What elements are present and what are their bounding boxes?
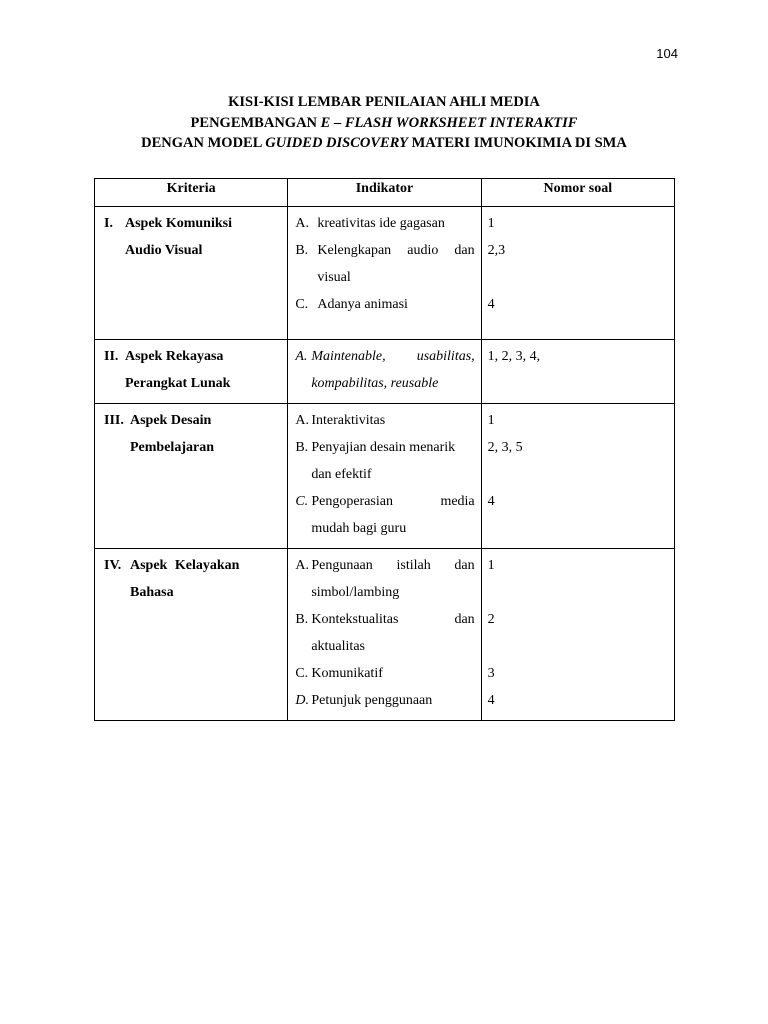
nomor-value: 2, 3, 5 [487,440,523,455]
item-text-cont: aktualitas [311,639,365,654]
item-letter: A. [295,216,309,231]
item-text-cont: visual [317,270,351,285]
item-letter: C. [295,494,309,509]
item-letter: C. [295,666,309,681]
item-text: Maintenable, usabilitas, [311,349,475,364]
kriteria-text-cont: Perangkat Lunak [125,376,231,391]
nomor-value: 3 [487,666,495,681]
item-text: Komunikatif [311,666,383,681]
item-text: Pengunaan istilah dan [311,558,475,573]
item-text-cont: simbol/lambing [311,585,400,600]
kriteria-roman: I. [104,216,113,231]
title-line-2 [60,113,708,134]
nomor-value: 2 [487,612,495,627]
item-text: Kontekstualitas dan [311,612,475,627]
kriteria-cell [95,207,288,340]
indikator-cell [288,404,481,549]
item-letter: B. [295,612,309,627]
title-line-2-italic: E – FLASH WORKSHEET INTERAKTIF [320,114,578,131]
item-text: Interaktivitas [311,413,386,428]
nomor-cell [481,340,674,404]
nomor-value: 1 [487,558,495,573]
item-letter: A. [295,413,309,428]
nomor-value: 4 [487,494,495,509]
header-nomor-soal: Nomor soal [481,179,674,207]
table-row [95,340,675,404]
item-text-cont: dan efektif [311,467,372,482]
title-line-1: KISI-KISI LEMBAR PENILAIAN AHLI MEDIA [228,94,540,110]
nomor-cell [481,549,674,721]
table-row [95,549,675,721]
header-kriteria: Kriteria [95,179,288,207]
kriteria-cell [95,340,288,404]
item-text: Pengoperasian media [311,494,475,509]
table-row [95,404,675,549]
nomor-cell [481,207,674,340]
indikator-cell [288,549,481,721]
title-line-3-italic: GUIDED DISCOVERY [265,135,408,151]
item-text: Petunjuk penggunaan [311,693,433,708]
header-indikator: Indikator [288,179,481,207]
kriteria-text-cont: Pembelajaran [130,440,214,455]
title-line-3-prefix: DENGAN MODEL [141,135,266,151]
indikator-cell [288,207,481,340]
page-number: 104 [656,46,678,61]
kriteria-roman: IV. [104,558,122,573]
nomor-cell [481,404,674,549]
item-letter: B. [295,440,309,455]
kriteria-cell [95,404,288,549]
kriteria-text: Aspek Rekayasa [125,349,224,364]
item-text: Adanya animasi [317,297,408,312]
nomor-value: 1 [487,413,495,428]
kriteria-cell [95,549,288,721]
kisi-kisi-table [94,178,675,721]
kriteria-text: Aspek Kelayakan [130,558,240,573]
item-text-cont: kompabilitas, reusable [311,376,439,391]
item-text: kreativitas ide gagasan [317,216,445,231]
nomor-value: 4 [487,297,495,312]
title-line-2-prefix: PENGEMBANGAN [190,114,321,131]
kriteria-text: Aspek Desain [130,413,212,428]
item-text: Kelengkapan audio dan [317,243,475,258]
document-title [60,92,708,154]
item-text: Penyajian desain menarik [311,440,456,455]
item-letter: A. [295,558,309,573]
kriteria-roman: III. [104,413,124,428]
kriteria-text-cont: Audio Visual [125,243,203,258]
kriteria-text: Aspek Komuniksi [125,216,232,231]
item-text-cont: mudah bagi guru [311,521,407,536]
indikator-cell [288,340,481,404]
kriteria-text-cont: Bahasa [130,585,174,600]
title-line-3-suffix: MATERI IMUNOKIMIA DI SMA [407,135,627,151]
nomor-value: 4 [487,693,495,708]
item-letter: C. [295,297,309,312]
nomor-value: 1, 2, 3, 4, [487,349,541,364]
table-row [95,207,675,340]
nomor-value: 1 [487,216,495,231]
kriteria-roman: II. [104,349,119,364]
item-letter: A. [295,349,308,364]
title-line-3 [60,133,708,154]
nomor-value: 2,3 [487,243,506,258]
table-header-row [95,179,675,207]
item-letter: D. [295,693,309,708]
item-letter: B. [295,243,309,258]
